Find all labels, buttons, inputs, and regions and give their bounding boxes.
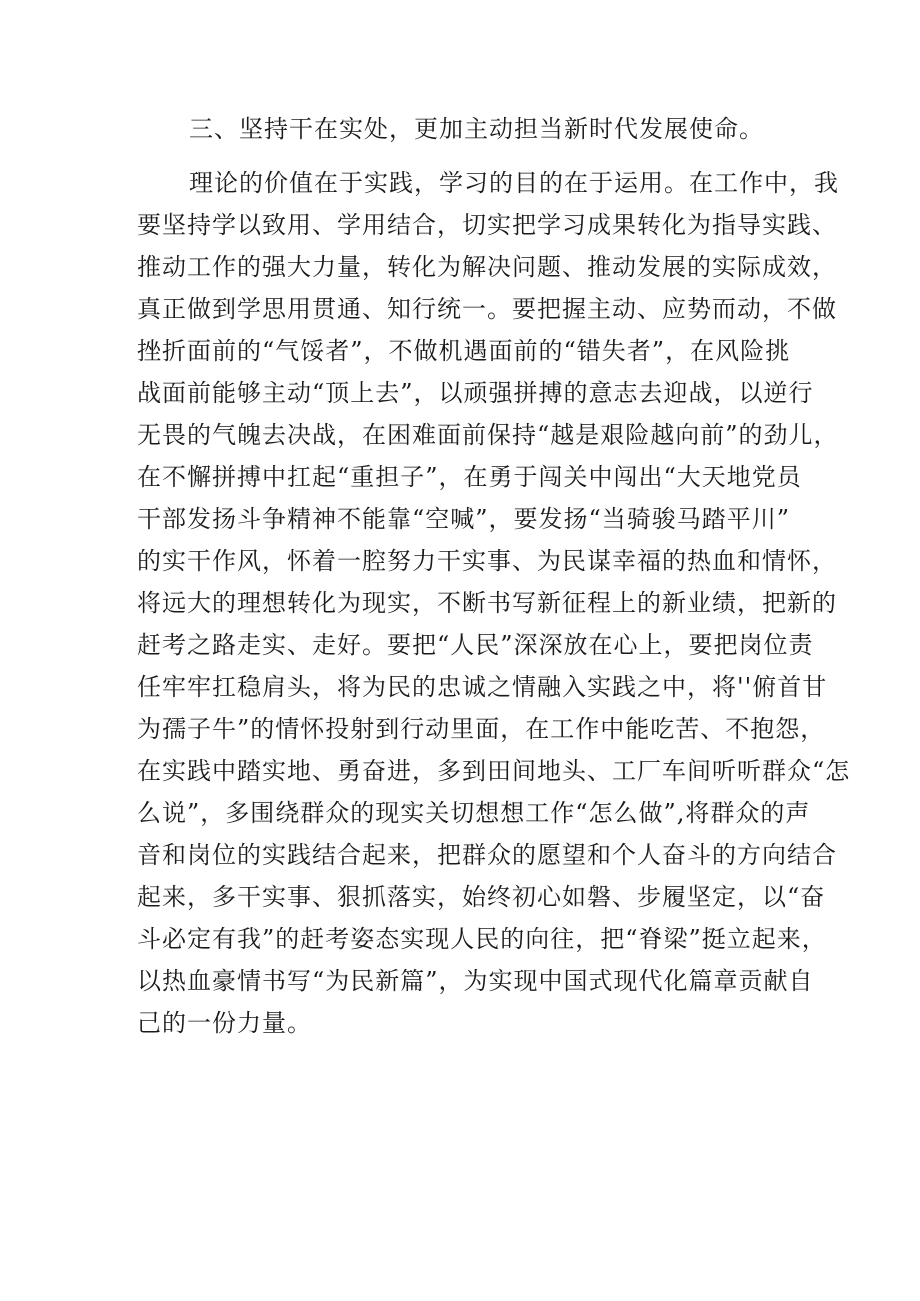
paragraph-line: 在实践中踏实地、勇奋进，多到田间地头、工厂车间听听群众“怎 [137, 757, 851, 785]
paragraph-line: 战面前能够主动“顶上去”，以顽强拼搏的意志去迎战，以逆行 [137, 379, 814, 407]
paragraph-line: 推动工作的强大力量，转化为解决问题、推动发展的实际成效， [137, 253, 837, 281]
paragraph-line: 理论的价值在于实践，学习的目的在于运用。在工作中，我 [189, 169, 839, 197]
paragraph-line: 起来，多干实事、狠抓落实，始终初心如磐、步履坚定，以“奋 [137, 883, 826, 911]
paragraph-line: 无畏的气魄去决战，在困难面前保持“越是艰险越向前”的劲儿， [137, 421, 839, 449]
paragraph-line: 挫折面前的“气馁者”，不做机遇面前的“错失者”，在风险挑 [137, 337, 791, 365]
paragraph-line: 以热血豪情书写“为民新篇”，为实现中国式现代化篇章贡献自 [137, 967, 814, 995]
paragraph-line: 音和岗位的实践结合起来，把群众的愿望和个人奋斗的方向结合 [137, 841, 837, 869]
paragraph-line: 任牢牢扛稳肩头，将为民的忠诚之情融入实践之中，将''俯首甘 [137, 673, 828, 701]
paragraph-line: 么说”，多围绕群众的现实关切想想工作“怎么做”,将群众的声 [137, 799, 811, 827]
paragraph-line: 干部发扬斗争精神不能靠“空喊”，要发扬“当骑骏马踏平川” [137, 505, 791, 533]
paragraph-line: 斗必定有我”的赶考姿态实现人民的向往，把“脊梁”挺立起来， [137, 925, 827, 953]
paragraph-line: 赶考之路走实、走好。要把“人民”深深放在心上，要把岗位责 [137, 631, 814, 659]
section-heading: 三、坚持干在实处，更加主动担当新时代发展使命。 [189, 115, 764, 143]
paragraph-line: 将远大的理想转化为现实，不断书写新征程上的新业绩，把新的 [137, 589, 837, 617]
paragraph-line: 己的一份力量。 [137, 1009, 312, 1037]
paragraph-line: 的实干作风，怀着一腔努力干实事、为民谋幸福的热血和情怀， [137, 547, 837, 575]
paragraph-line: 在不懈拼搏中扛起“重担子”，在勇于闯关中闯出“大天地党员 [137, 463, 802, 491]
paragraph-line: 要坚持学以致用、学用结合，切实把学习成果转化为指导实践、 [137, 211, 837, 239]
paragraph-line: 真正做到学思用贯通、知行统一。要把握主动、应势而动，不做 [137, 295, 837, 323]
paragraph-line: 为孺子牛”的情怀投射到行动里面，在工作中能吃苦、不抱怨， [137, 715, 826, 743]
